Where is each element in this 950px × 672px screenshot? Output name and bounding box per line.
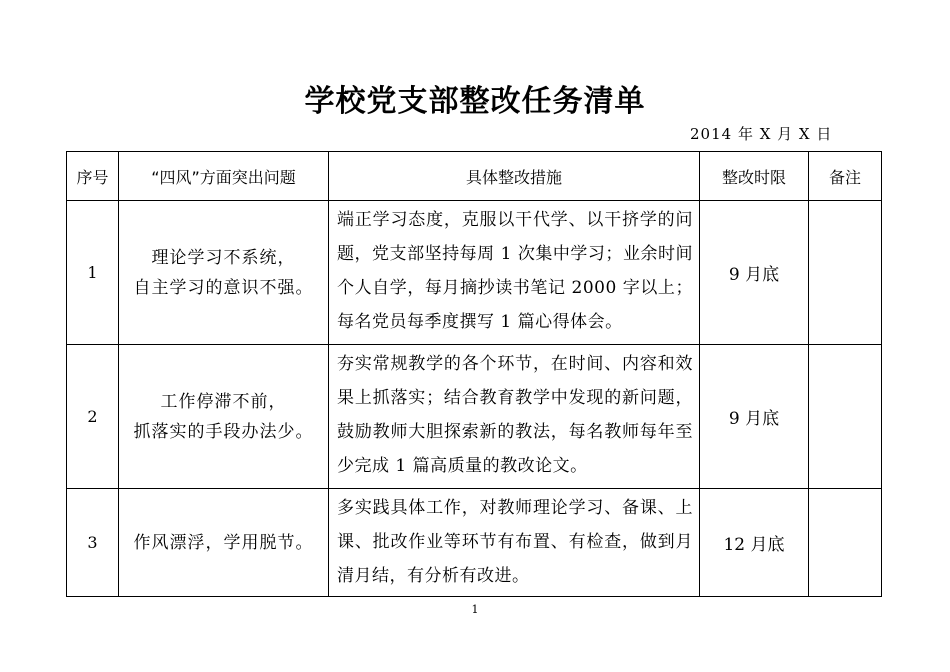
- header-notes: 备注: [809, 152, 882, 201]
- problem-line: 自主学习的意识不强。: [133, 277, 314, 298]
- cell-measures: 端正学习态度，克服以干代学、以干挤学的问题，党支部坚持每周 1 次集中学习；业余时间个人自学，每月摘抄读书笔记 2000 字以上；每名党员每季度撰写 1 篇心得体会。: [329, 201, 700, 345]
- cell-notes: [809, 345, 882, 489]
- header-problem: “四风”方面突出问题: [119, 152, 329, 201]
- table-row: [67, 489, 882, 597]
- table-row: [67, 201, 882, 345]
- header-deadline: 整改时限: [700, 152, 809, 201]
- cell-serial-number: 2: [67, 345, 119, 489]
- cell-problem: [119, 489, 329, 597]
- cell-notes: [809, 201, 882, 345]
- cell-serial-number: 1: [67, 201, 119, 345]
- cell-measures: 夯实常规教学的各个环节，在时间、内容和效果上抓落实；结合教育教学中发现的新问题，鼓励教师大胆探索新的教法，每名教师每年至少完成 1 篇高质量的教改论文。: [329, 345, 700, 489]
- cell-deadline: 12 月底: [700, 489, 809, 597]
- header-measures: 具体整改措施: [329, 152, 700, 201]
- cell-notes: [809, 489, 882, 597]
- table-header-row: [67, 152, 882, 201]
- problem-line: 作风漂浮，学用脱节。: [133, 532, 314, 553]
- header-serial-number: 序号: [67, 152, 119, 201]
- cell-deadline: 9 月底: [700, 345, 809, 489]
- problem-line: 工作停滞不前，: [160, 391, 287, 412]
- cell-serial-number: 3: [67, 489, 119, 597]
- cell-deadline: 9 月底: [700, 201, 809, 345]
- cell-measures: 多实践具体工作，对教师理论学习、备课、上课、批改作业等环节有布置、有检查，做到月清月结，有分析有改进。: [329, 489, 700, 597]
- problem-line: 抓落实的手段办法少。: [133, 421, 314, 442]
- problem-line: 理论学习不系统，: [151, 247, 296, 268]
- document-title: 学校党支部整改任务清单: [304, 84, 646, 119]
- table-row: [67, 345, 882, 489]
- document-date: 2014 年 X 月 X 日: [690, 125, 833, 143]
- cell-problem: [119, 201, 329, 345]
- rectification-task-table: [66, 151, 882, 597]
- page-number: 1: [471, 603, 479, 616]
- cell-problem: [119, 345, 329, 489]
